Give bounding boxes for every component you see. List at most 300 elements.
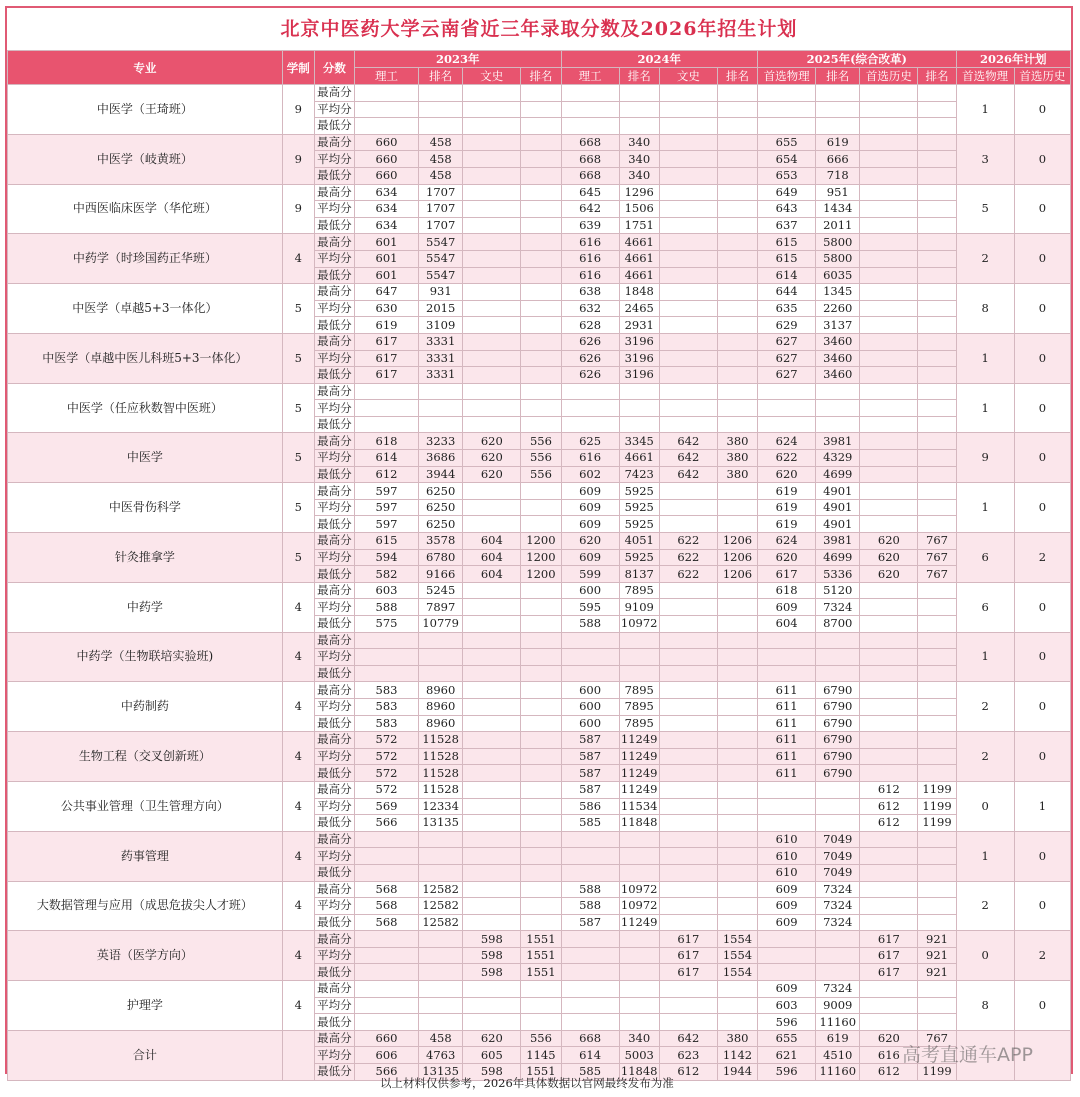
score-cell bbox=[659, 118, 717, 135]
score-cell: 585 bbox=[561, 1064, 619, 1081]
score-cell: 634 bbox=[354, 217, 418, 234]
score-cell: 458 bbox=[419, 134, 463, 151]
score-cell bbox=[860, 616, 918, 633]
score-cell bbox=[918, 433, 956, 450]
score-cell: 1142 bbox=[717, 1047, 757, 1064]
score-cell bbox=[659, 582, 717, 599]
score-cell bbox=[354, 665, 418, 682]
score-cell: 619 bbox=[816, 134, 860, 151]
score-cell: 642 bbox=[659, 1030, 717, 1047]
score-cell: 458 bbox=[419, 1030, 463, 1047]
score-cell: 3345 bbox=[619, 433, 659, 450]
score-cell: 588 bbox=[561, 616, 619, 633]
score-cell bbox=[463, 698, 521, 715]
plan-phys: 1 bbox=[956, 632, 1014, 682]
score-cell bbox=[619, 665, 659, 682]
header-2023-arts-rank: 排名 bbox=[521, 68, 561, 85]
score-cell: 4661 bbox=[619, 250, 659, 267]
score-cell: 6790 bbox=[816, 732, 860, 749]
score-cell: 660 bbox=[354, 1030, 418, 1047]
score-cell bbox=[860, 599, 918, 616]
score-cell: 572 bbox=[354, 732, 418, 749]
score-cell bbox=[918, 284, 956, 301]
score-cell: 9009 bbox=[816, 997, 860, 1014]
score-cell bbox=[419, 864, 463, 881]
plan-hist: 0 bbox=[1014, 582, 1070, 632]
score-type-label: 平均分 bbox=[314, 549, 354, 566]
score-cell bbox=[659, 616, 717, 633]
score-cell: 1551 bbox=[521, 964, 561, 981]
score-cell: 666 bbox=[816, 151, 860, 168]
score-cell bbox=[659, 184, 717, 201]
score-cell bbox=[758, 101, 816, 118]
major-group bbox=[8, 383, 1071, 433]
score-cell: 598 bbox=[463, 964, 521, 981]
score-cell bbox=[918, 765, 956, 782]
score-cell bbox=[463, 815, 521, 832]
score-cell bbox=[463, 649, 521, 666]
score-cell bbox=[521, 1014, 561, 1031]
score-cell bbox=[419, 101, 463, 118]
score-cell bbox=[463, 682, 521, 699]
score-cell: 616 bbox=[561, 267, 619, 284]
score-cell bbox=[463, 416, 521, 433]
score-type-label: 平均分 bbox=[314, 300, 354, 317]
score-cell: 644 bbox=[758, 284, 816, 301]
major-duration: 4 bbox=[282, 831, 314, 881]
plan-phys: 2 bbox=[956, 881, 1014, 931]
score-cell: 616 bbox=[860, 1047, 918, 1064]
score-cell: 11528 bbox=[419, 732, 463, 749]
score-type-label: 平均分 bbox=[314, 101, 354, 118]
score-cell bbox=[659, 101, 717, 118]
score-cell bbox=[619, 964, 659, 981]
score-cell: 604 bbox=[463, 533, 521, 550]
score-cell: 7324 bbox=[816, 599, 860, 616]
score-cell: 603 bbox=[758, 997, 816, 1014]
score-cell bbox=[463, 300, 521, 317]
score-cell: 718 bbox=[816, 167, 860, 184]
score-cell: 609 bbox=[758, 898, 816, 915]
score-cell bbox=[521, 582, 561, 599]
score-cell: 568 bbox=[354, 914, 418, 931]
score-cell: 568 bbox=[354, 898, 418, 915]
header-2023-arts: 文史 bbox=[463, 68, 521, 85]
score-cell bbox=[717, 167, 757, 184]
score-cell: 3944 bbox=[419, 466, 463, 483]
score-cell: 626 bbox=[561, 367, 619, 384]
score-cell: 668 bbox=[561, 167, 619, 184]
plan-hist: 0 bbox=[1014, 831, 1070, 881]
score-cell: 10972 bbox=[620, 616, 658, 631]
score-cell bbox=[463, 864, 521, 881]
header-plan-hist: 首选历史 bbox=[1014, 68, 1070, 85]
plan-phys: 2 bbox=[956, 234, 1014, 284]
score-cell bbox=[860, 516, 918, 533]
score-cell bbox=[860, 383, 918, 400]
score-cell: 617 bbox=[354, 350, 418, 367]
score-cell bbox=[717, 848, 757, 865]
score-cell: 609 bbox=[561, 483, 619, 500]
score-cell: 588 bbox=[561, 898, 619, 915]
score-cell: 4661 bbox=[619, 234, 659, 251]
score-cell bbox=[463, 383, 521, 400]
score-cell: 583 bbox=[354, 682, 418, 699]
score-cell: 1751 bbox=[619, 217, 659, 234]
score-cell bbox=[860, 184, 918, 201]
score-cell bbox=[717, 234, 757, 251]
score-cell: 556 bbox=[521, 450, 561, 467]
score-cell: 7423 bbox=[619, 466, 659, 483]
score-type-label: 平均分 bbox=[314, 1047, 354, 1064]
score-cell: 603 bbox=[354, 582, 418, 599]
score-cell: 10779 bbox=[419, 616, 463, 633]
score-cell: 7324 bbox=[816, 914, 860, 931]
score-cell bbox=[860, 831, 918, 848]
score-cell: 1707 bbox=[419, 217, 463, 234]
score-cell bbox=[619, 118, 659, 135]
score-type-label: 最高分 bbox=[314, 831, 354, 848]
score-cell bbox=[354, 85, 418, 102]
score-cell: 604 bbox=[463, 549, 521, 566]
score-type-label: 最低分 bbox=[314, 118, 354, 135]
score-type-label: 最高分 bbox=[314, 85, 354, 102]
score-type-label: 平均分 bbox=[314, 997, 354, 1014]
score-cell bbox=[860, 881, 918, 898]
score-cell: 618 bbox=[758, 582, 816, 599]
score-cell bbox=[860, 300, 918, 317]
header-2025-hist-rank: 排名 bbox=[918, 68, 956, 85]
major-duration: 4 bbox=[282, 881, 314, 931]
score-cell: 601 bbox=[354, 234, 418, 251]
header-2026-plan: 2026年计划 bbox=[956, 51, 1070, 68]
score-cell bbox=[717, 201, 757, 218]
score-type-label: 最低分 bbox=[314, 914, 354, 931]
score-cell bbox=[918, 101, 956, 118]
score-cell bbox=[860, 649, 918, 666]
score-cell: 615 bbox=[758, 234, 816, 251]
score-cell bbox=[521, 682, 561, 699]
score-cell bbox=[860, 981, 918, 998]
score-cell: 7895 bbox=[619, 682, 659, 699]
score-cell bbox=[717, 898, 757, 915]
score-cell: 2011 bbox=[816, 217, 860, 234]
score-cell: 594 bbox=[354, 549, 418, 566]
score-cell: 612 bbox=[860, 815, 918, 832]
score-cell: 3686 bbox=[419, 450, 463, 467]
score-cell: 7324 bbox=[816, 981, 860, 998]
score-cell bbox=[717, 250, 757, 267]
score-type-label: 最高分 bbox=[314, 682, 354, 699]
score-cell: 921 bbox=[918, 964, 956, 981]
score-cell bbox=[918, 367, 956, 384]
score-cell bbox=[354, 931, 418, 948]
table-row bbox=[8, 632, 1071, 649]
score-cell bbox=[521, 831, 561, 848]
score-cell bbox=[521, 300, 561, 317]
score-cell bbox=[659, 781, 717, 798]
score-cell: 609 bbox=[758, 981, 816, 998]
score-cell: 8137 bbox=[619, 566, 659, 583]
major-duration: 9 bbox=[282, 184, 314, 234]
score-cell: 8960 bbox=[419, 715, 463, 732]
score-type-label: 最高分 bbox=[314, 632, 354, 649]
score-cell bbox=[918, 317, 956, 334]
major-duration: 4 bbox=[282, 732, 314, 782]
score-cell: 627 bbox=[758, 350, 816, 367]
score-type-label: 平均分 bbox=[314, 499, 354, 516]
score-cell bbox=[521, 516, 561, 533]
score-cell bbox=[860, 698, 918, 715]
major-name: 公共事业管理（卫生管理方向） bbox=[8, 781, 283, 831]
score-cell bbox=[521, 250, 561, 267]
score-cell: 11848 bbox=[620, 1064, 658, 1079]
score-cell bbox=[561, 400, 619, 417]
score-cell bbox=[354, 1014, 418, 1031]
score-cell bbox=[659, 997, 717, 1014]
score-cell bbox=[860, 864, 918, 881]
score-cell bbox=[918, 848, 956, 865]
score-cell bbox=[521, 798, 561, 815]
score-cell: 609 bbox=[758, 914, 816, 931]
score-cell: 7897 bbox=[419, 599, 463, 616]
score-cell: 601 bbox=[354, 250, 418, 267]
score-cell: 3331 bbox=[419, 333, 463, 350]
score-cell bbox=[860, 284, 918, 301]
plan-phys: 1 bbox=[956, 483, 1014, 533]
score-cell: 767 bbox=[918, 566, 956, 583]
score-cell bbox=[717, 383, 757, 400]
score-type-label: 平均分 bbox=[314, 698, 354, 715]
major-group bbox=[8, 483, 1071, 533]
score-cell: 3460 bbox=[816, 367, 860, 384]
score-cell bbox=[561, 947, 619, 964]
score-cell bbox=[521, 898, 561, 915]
score-cell: 623 bbox=[659, 1047, 717, 1064]
major-duration: 4 bbox=[282, 981, 314, 1031]
score-cell: 2260 bbox=[816, 300, 860, 317]
score-cell bbox=[659, 317, 717, 334]
score-cell bbox=[860, 632, 918, 649]
score-cell bbox=[860, 350, 918, 367]
score-cell bbox=[717, 284, 757, 301]
score-cell bbox=[659, 649, 717, 666]
score-cell: 602 bbox=[561, 466, 619, 483]
score-cell bbox=[918, 599, 956, 616]
score-type-label: 平均分 bbox=[314, 400, 354, 417]
score-cell bbox=[463, 151, 521, 168]
score-cell: 12582 bbox=[419, 914, 463, 931]
table-row bbox=[8, 881, 1071, 898]
header-2025-phys: 首选物理 bbox=[758, 68, 816, 85]
score-cell bbox=[717, 134, 757, 151]
score-cell: 638 bbox=[561, 284, 619, 301]
score-cell bbox=[463, 881, 521, 898]
score-cell: 380 bbox=[717, 433, 757, 450]
score-cell: 609 bbox=[561, 549, 619, 566]
plan-hist: 0 bbox=[1014, 981, 1070, 1031]
score-cell bbox=[354, 400, 418, 417]
score-cell: 1145 bbox=[521, 1047, 561, 1064]
score-cell: 556 bbox=[521, 466, 561, 483]
score-cell bbox=[659, 715, 717, 732]
score-cell: 619 bbox=[758, 516, 816, 533]
score-cell: 767 bbox=[918, 533, 956, 550]
score-cell bbox=[918, 898, 956, 915]
score-cell bbox=[918, 118, 956, 135]
table-row bbox=[8, 383, 1071, 400]
score-cell: 556 bbox=[521, 433, 561, 450]
score-cell bbox=[419, 649, 463, 666]
score-type-label: 平均分 bbox=[314, 649, 354, 666]
major-group bbox=[8, 632, 1071, 682]
score-cell: 632 bbox=[561, 300, 619, 317]
score-cell bbox=[463, 250, 521, 267]
score-cell bbox=[758, 781, 816, 798]
score-cell bbox=[354, 864, 418, 881]
score-type-label: 最高分 bbox=[314, 383, 354, 400]
score-cell: 3196 bbox=[619, 367, 659, 384]
score-cell bbox=[816, 85, 860, 102]
major-group bbox=[8, 732, 1071, 782]
score-cell bbox=[918, 250, 956, 267]
header-2023-sci: 理工 bbox=[354, 68, 418, 85]
score-cell: 616 bbox=[561, 234, 619, 251]
score-cell bbox=[659, 864, 717, 881]
score-type-label: 平均分 bbox=[314, 599, 354, 616]
plan-hist: 2 bbox=[1014, 533, 1070, 583]
score-cell bbox=[521, 383, 561, 400]
score-cell: 3981 bbox=[816, 533, 860, 550]
plan-hist: 0 bbox=[1014, 333, 1070, 383]
score-cell bbox=[521, 864, 561, 881]
score-cell: 6250 bbox=[419, 483, 463, 500]
major-duration bbox=[282, 1030, 314, 1080]
score-cell: 634 bbox=[354, 184, 418, 201]
score-cell bbox=[463, 184, 521, 201]
score-cell bbox=[521, 848, 561, 865]
major-duration: 4 bbox=[282, 234, 314, 284]
score-cell bbox=[659, 914, 717, 931]
score-cell bbox=[659, 632, 717, 649]
plan-hist: 0 bbox=[1014, 234, 1070, 284]
table-row bbox=[8, 184, 1071, 201]
score-cell: 7049 bbox=[816, 864, 860, 881]
score-cell: 7895 bbox=[619, 582, 659, 599]
score-cell: 7324 bbox=[816, 898, 860, 915]
score-cell: 1707 bbox=[419, 184, 463, 201]
score-cell: 7324 bbox=[816, 881, 860, 898]
plan-phys: 1 bbox=[956, 85, 1014, 135]
score-cell bbox=[521, 217, 561, 234]
score-cell bbox=[860, 499, 918, 516]
major-duration: 4 bbox=[282, 931, 314, 981]
major-name: 中药学 bbox=[8, 582, 283, 632]
score-cell bbox=[463, 599, 521, 616]
score-cell: 619 bbox=[816, 1030, 860, 1047]
score-cell: 9166 bbox=[419, 566, 463, 583]
score-cell: 668 bbox=[561, 134, 619, 151]
score-cell: 569 bbox=[354, 798, 418, 815]
score-cell bbox=[860, 333, 918, 350]
score-cell bbox=[918, 1014, 956, 1031]
score-cell bbox=[918, 665, 956, 682]
score-cell bbox=[521, 151, 561, 168]
major-group bbox=[8, 284, 1071, 334]
score-cell bbox=[860, 317, 918, 334]
major-name: 中医学（卓越中医儿科班5+3一体化） bbox=[8, 333, 283, 383]
score-cell: 5800 bbox=[816, 234, 860, 251]
score-cell bbox=[619, 416, 659, 433]
score-cell: 587 bbox=[561, 781, 619, 798]
plan-hist: 1 bbox=[1014, 781, 1070, 831]
score-cell bbox=[918, 682, 956, 699]
plan-hist: 0 bbox=[1014, 682, 1070, 732]
score-cell bbox=[419, 964, 463, 981]
score-cell bbox=[619, 947, 659, 964]
score-type-label: 最低分 bbox=[314, 367, 354, 384]
major-duration: 5 bbox=[282, 333, 314, 383]
score-cell bbox=[659, 499, 717, 516]
score-cell bbox=[918, 400, 956, 417]
score-cell: 13135 bbox=[419, 815, 463, 832]
score-cell bbox=[816, 118, 860, 135]
score-cell bbox=[816, 781, 860, 798]
score-cell bbox=[816, 964, 860, 981]
score-cell: 11249 bbox=[620, 765, 658, 780]
score-cell: 611 bbox=[758, 715, 816, 732]
score-cell bbox=[717, 350, 757, 367]
header-major: 专业 bbox=[8, 51, 283, 85]
score-cell bbox=[354, 632, 418, 649]
header-2024-arts-rank: 排名 bbox=[717, 68, 757, 85]
score-cell bbox=[860, 732, 918, 749]
score-cell bbox=[561, 864, 619, 881]
score-cell bbox=[717, 101, 757, 118]
score-cell bbox=[717, 217, 757, 234]
score-cell bbox=[717, 732, 757, 749]
score-cell: 619 bbox=[758, 499, 816, 516]
score-cell bbox=[561, 831, 619, 848]
score-cell bbox=[918, 201, 956, 218]
score-cell bbox=[463, 582, 521, 599]
plan-phys: 9 bbox=[956, 433, 1014, 483]
score-cell: 617 bbox=[354, 367, 418, 384]
score-cell: 637 bbox=[758, 217, 816, 234]
score-type-label: 最高分 bbox=[314, 781, 354, 798]
score-cell bbox=[561, 1014, 619, 1031]
score-cell bbox=[419, 997, 463, 1014]
score-cell bbox=[758, 964, 816, 981]
score-cell: 587 bbox=[561, 748, 619, 765]
major-duration: 5 bbox=[282, 284, 314, 334]
score-cell: 610 bbox=[758, 831, 816, 848]
score-cell bbox=[521, 914, 561, 931]
score-cell: 597 bbox=[354, 483, 418, 500]
plan-phys: 6 bbox=[956, 582, 1014, 632]
score-cell: 617 bbox=[860, 931, 918, 948]
score-type-label: 最低分 bbox=[314, 466, 354, 483]
score-cell: 609 bbox=[561, 499, 619, 516]
score-type-label: 最低分 bbox=[314, 416, 354, 433]
score-cell bbox=[758, 416, 816, 433]
score-cell: 4699 bbox=[816, 466, 860, 483]
score-cell: 612 bbox=[354, 466, 418, 483]
score-cell bbox=[717, 367, 757, 384]
score-cell: 660 bbox=[354, 151, 418, 168]
score-cell: 1199 bbox=[918, 781, 956, 798]
score-cell bbox=[354, 416, 418, 433]
